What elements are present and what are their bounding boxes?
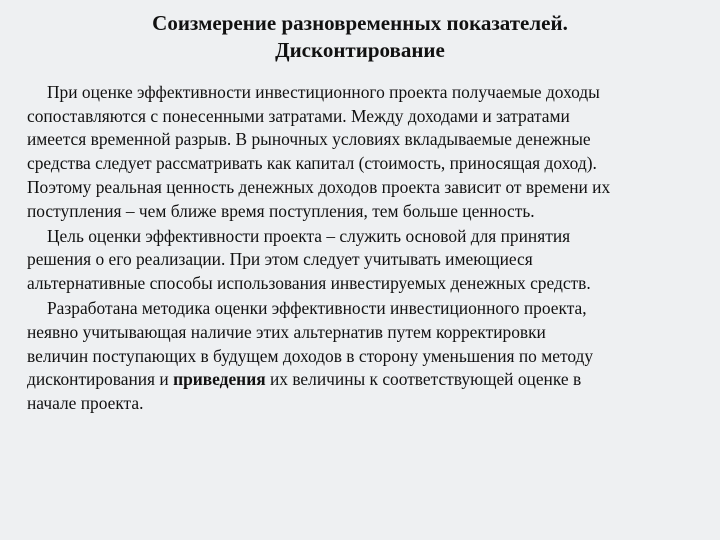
emphasized-word: приведения	[173, 369, 266, 390]
text-line: Поэтому реальная ценность денежных доходов проекта зависит от времени их	[27, 176, 611, 197]
text-line: средства следует рассматривать как капитал (стоимость, приносящая доход).	[27, 153, 597, 174]
text-line: неявно учитывающая наличие этих альтернатив путем корректировки	[27, 322, 546, 343]
text-line-with-emphasis	[27, 368, 702, 392]
text-line: поступления – чем ближе время поступления, тем больше ценность.	[27, 200, 535, 221]
slide-title	[40, 10, 680, 64]
text-line: начале проекта.	[27, 393, 144, 414]
text-line: Цель оценки эффективности проекта – служить основой для принятия	[47, 225, 571, 246]
text-line: Разработана методика оценки эффективности инвестиционного проекта,	[47, 298, 587, 319]
slide-body	[27, 81, 702, 417]
paragraph-3	[27, 297, 702, 416]
text-line: альтернативные способы использования инвестируемых денежных средств.	[27, 273, 591, 294]
text-fragment: их величины к соответствующей оценке в	[265, 369, 582, 390]
text-line: сопоставляются с понесенными затратами. Между доходами и затратами	[27, 105, 570, 126]
slide-title-line-2: Дисконтирование	[275, 38, 445, 62]
text-line: имеется временной разрыв. В рыночных условиях вкладываемые денежные	[27, 129, 591, 150]
text-line: решения о его реализации. При этом следует учитывать имеющиеся	[27, 249, 533, 270]
slide-title-line-1: Соизмерение разновременных показателей.	[152, 11, 568, 35]
paragraph-1	[27, 81, 702, 223]
text-fragment: дисконтирования и	[27, 369, 174, 390]
paragraph-2	[27, 225, 702, 296]
text-line: величин поступающих в будущем доходов в сторону уменьшения по методу	[27, 345, 594, 366]
text-line: При оценке эффективности инвестиционного проекта получаемые доходы	[47, 82, 600, 102]
